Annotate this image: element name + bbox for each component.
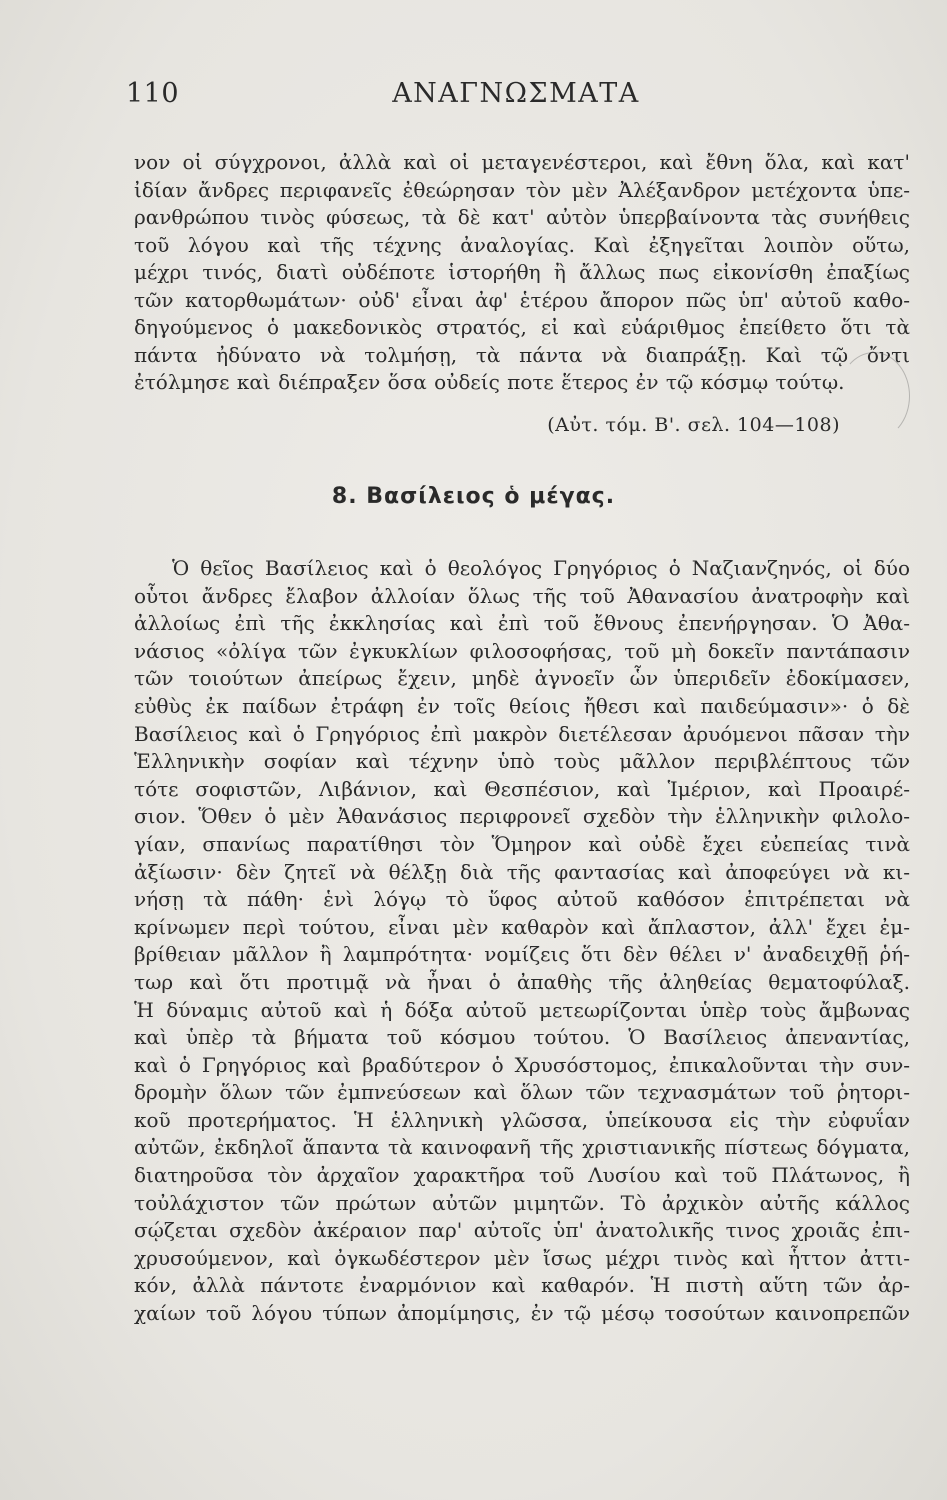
text-line: αὐτῶν, ἐκδηλοῖ ἅπαντα τὰ καινοφανῆ τῆς χριστιανικῆς πίστεως δόγματα, <box>134 1135 910 1160</box>
text-line: ἐτόλμησε καὶ διέπραξεν ὅσα οὐδείς ποτε ἕτερος ἐν τῷ κόσμῳ τούτῳ. <box>134 370 845 394</box>
page-header <box>120 72 912 116</box>
text-line: διατηροῦσα τὸν ἀρχαῖον χαρακτῆρα τοῦ Λυσίου καὶ τοῦ Πλάτωνος, ἢ <box>134 1163 910 1188</box>
text-line: καὶ ὁ Γρηγόριος καὶ βραδύτερον ὁ Χρυσόστομος, ἐπικαλοῦνται τὴν συν- <box>134 1052 910 1077</box>
running-head: ΑΝΑΓΝΩΣΜΑΤΑ <box>392 78 640 109</box>
text-line: χαίων τοῦ λόγου τύπων ἀπομίμησις, ἐν τῷ μέσῳ τοσούτων καινοπρεπῶν <box>134 1301 910 1326</box>
text-line: γίαν, σπανίως παρατίθησι τὸν Ὅμηρον καὶ οὐδὲ ἔχει εὐεπείας τινὰ <box>134 831 910 856</box>
text-line: νήσῃ τὰ πάθη· ἑνὶ λόγῳ τὸ ὕφος αὐτοῦ καθόσον ἐπιτρέπεται νὰ <box>134 887 910 912</box>
text-line: καὶ ὑπὲρ τὰ βήματα τοῦ κόσμου τούτου. Ὁ Βασίλειος ἀπεναντίας, <box>134 1025 910 1050</box>
text-line: τοῦ λόγου καὶ τῆς τέχνης ἀναλογίας. Καὶ ἐξηγεῖται λοιπὸν οὕτω, <box>134 232 910 257</box>
paragraph-block-2 <box>134 555 910 1328</box>
citation: (Αὐτ. τόμ. Β'. σελ. 104—108) <box>547 414 840 436</box>
text-line: νον οἱ σύγχρονοι, ἀλλὰ καὶ οἱ μεταγενέστεροι, καὶ ἔθνη ὅλα, καὶ κατ' <box>134 150 910 174</box>
text-line: τότε σοφιστῶν, Λιβάνιον, καὶ Θεσπέσιον, καὶ Ἱμέριον, καὶ Προαιρέ- <box>134 776 910 801</box>
text-line: κρίνωμεν περὶ τούτου, εἶναι μὲν καθαρὸν καὶ ἄπλαστον, ἀλλ' ἔχει ἐμ- <box>134 914 910 939</box>
text-line: Ἡ δύναμις αὐτοῦ καὶ ἡ δόξα αὐτοῦ μετεωρίζονται ὑπὲρ τοὺς ἄμβωνας <box>134 997 910 1022</box>
text-line: δηγούμενος ὁ μακεδονικὸς στρατός, εἰ καὶ εὐάριθμος ἐπείθετο ὅτι τὰ <box>134 315 910 339</box>
text-line: ρανθρώπου τινὸς φύσεως, τὰ δὲ κατ' αὐτὸν ὑπερβαίνοντα τὰς συνήθεις <box>134 205 910 229</box>
text-line: ἀξίωσιν· δὲν ζητεῖ νὰ θέλξῃ διὰ τῆς φαντασίας καὶ ἀποφεύγει νὰ κι- <box>134 859 910 884</box>
text-line: κοῦ προτερήματος. Ἡ ἑλληνικὴ γλῶσσα, ὑπείκουσα εἰς τὴν εὐφυΐαν <box>134 1107 910 1132</box>
text-line: νάσιος «ὀλίγα τῶν ἐγκυκλίων φιλοσοφήσας, τοῦ μὴ δοκεῖν παντάπασιν <box>134 638 910 663</box>
text-line: Ἑλληνικὴν σοφίαν καὶ τέχνην ὑπὸ τοὺς μᾶλλον περιβλέπτους τῶν <box>134 749 910 774</box>
text-line: κόν, ἀλλὰ πάντοτε ἐναρμόνιον καὶ καθαρόν. Ἡ πιστὴ αὕτη τῶν ἀρ- <box>134 1273 910 1298</box>
text-line: χρυσούμενον, καὶ ὀγκωδέστερον μὲν ἴσως μέχρι τινὸς καὶ ἧττον ἀττι- <box>134 1245 910 1270</box>
text-line: Βασίλειος καὶ ὁ Γρηγόριος ἐπὶ μακρὸν διετέλεσαν ἀρυόμενοι πᾶσαν τὴν <box>134 721 910 746</box>
text-line: εὐθὺς ἐκ παίδων ἐτράφη ἐν τοῖς θείοις ἤθεσι καὶ παιδεύμασιν»· ὁ δὲ <box>134 693 910 718</box>
page-number: 110 <box>126 78 180 109</box>
text-line: οὗτοι ἄνδρες ἔλαβον ἀλλοίαν ὅλως τῆς τοῦ Ἀθανασίου ἀνατροφὴν καὶ <box>134 583 910 608</box>
text-line: βρίθειαν μᾶλλον ἢ λαμπρότητα· νομίζεις ὅτι δὲν θέλει ν' ἀναδειχθῇ ῥή- <box>134 942 910 967</box>
text-line: μέχρι τινός, διατὶ οὐδέποτε ἱστορήθη ἢ ἄλλως πως εἰκονίσθη ἐπαξίως <box>134 260 910 284</box>
section-title: 8. Βασίλειος ὁ μέγας. <box>331 484 616 509</box>
text-line: τῶν κατορθωμάτων· οὐδ' εἶναι ἀφ' ἑτέρου ἄπορον πῶς ὑπ' αὐτοῦ καθο- <box>134 287 910 312</box>
paragraph-block-1 <box>134 149 910 397</box>
text-line: τοὐλάχιστον τῶν πρώτων αὐτῶν μιμητῶν. Τὸ ἀρχικὸν αὐτῆς κάλλος <box>134 1190 910 1215</box>
text-line: Ὁ θεῖος Βασίλειος καὶ ὁ θεολόγος Γρηγόριος ὁ Ναζιανζηνός, οἱ δύο <box>172 556 910 580</box>
text-line: σιον. Ὅθεν ὁ μὲν Ἀθανάσιος περιφρονεῖ σχεδὸν τὴν ἑλληνικὴν φιλολο- <box>134 804 910 829</box>
text-line: τῶν τοιούτων ἀπείρως ἔχειν, μηδὲ ἀγνοεῖν ὧν ὑπεριδεῖν ἐδοκίμασεν, <box>134 666 910 691</box>
text-line: δρομὴν ὅλων τῶν ἐμπνεύσεων καὶ ὅλων τῶν τεχνασμάτων τοῦ ῥητορι- <box>134 1080 910 1105</box>
text-line: πάντα ἠδύνατο νὰ τολμήσῃ, τὰ πάντα νὰ διαπράξῃ. Καὶ τῷ ὄντι <box>134 342 910 367</box>
text-line: ἰδίαν ἄνδρες περιφανεῖς ἐθεώρησαν τὸν μὲν Ἀλέξανδρον μετέχοντα ὑπε- <box>134 177 910 202</box>
text-line: σῴζεται σχεδὸν ἀκέραιον παρ' αὐτοῖς ὑπ' ἀνατολικῆς τινος χροιᾶς ἐπι- <box>134 1218 910 1243</box>
text-line: ἀλλοίως ἐπὶ τῆς ἐκκλησίας καὶ ἐπὶ τοῦ ἔθνους ἐπενήργησαν. Ὁ Ἀθα- <box>134 611 910 636</box>
text-line: τωρ καὶ ὅτι προτιμᾷ νὰ ἦναι ὁ ἀπαθὴς τῆς ἀληθείας θεματοφύλαξ. <box>134 969 910 994</box>
